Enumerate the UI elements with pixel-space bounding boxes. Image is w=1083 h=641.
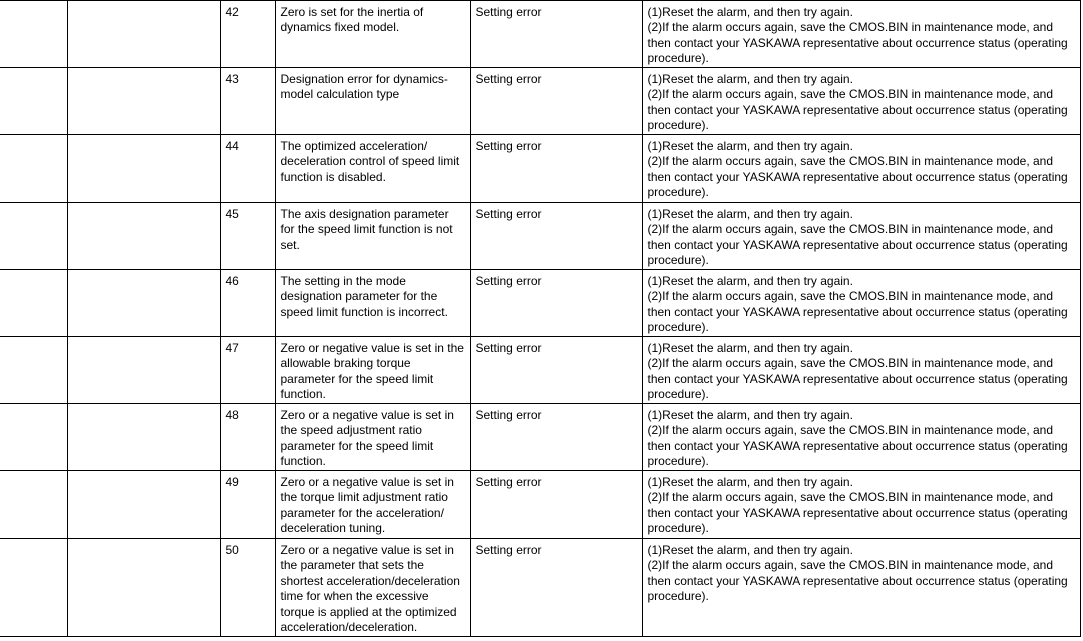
- remedy-step-1: (1)Reset the alarm, and then try again.: [647, 408, 853, 422]
- empty-cell: [0, 404, 67, 471]
- error-type-cell: Setting error: [470, 270, 642, 337]
- table-row: [0, 203, 1080, 270]
- remedy-step-2: (2)If the alarm occurs again, save the CMOS.BIN in maintenance mode, and then contact your YASKAWA representative about occurrence status (operating procedure).: [647, 558, 1068, 604]
- sub-code-cell: 48: [220, 404, 275, 471]
- sub-code-cell: 46: [220, 270, 275, 337]
- empty-cell: [0, 203, 67, 270]
- remedy-cell: [642, 337, 1080, 404]
- remedy-step-1: (1)Reset the alarm, and then try again.: [647, 207, 853, 221]
- table-row: [0, 1, 1080, 68]
- remedy-step-2: (2)If the alarm occurs again, save the CMOS.BIN in maintenance mode, and then contact your YASKAWA representative about occurrence status (operating procedure).: [647, 356, 1068, 402]
- empty-cell: [67, 68, 220, 135]
- empty-cell: [67, 539, 220, 637]
- table-row: [0, 68, 1080, 135]
- sub-code-cell: 44: [220, 135, 275, 203]
- remedy-step-2: (2)If the alarm occurs again, save the CMOS.BIN in maintenance mode, and then contact your YASKAWA representative about occurrence status (operating procedure).: [647, 423, 1068, 469]
- empty-cell: [0, 539, 67, 637]
- cause-cell: Zero is set for the inertia of dynamics fixed model.: [275, 1, 470, 68]
- cause-cell: The setting in the mode designation parameter for the speed limit function is incorrect.: [275, 270, 470, 337]
- sub-code-cell: 47: [220, 337, 275, 404]
- remedy-step-1: (1)Reset the alarm, and then try again.: [647, 5, 853, 19]
- table-row: [0, 270, 1080, 337]
- cause-cell: The optimized acceleration/ deceleration control of speed limit function is disabled.: [275, 135, 470, 203]
- remedy-step-2: (2)If the alarm occurs again, save the CMOS.BIN in maintenance mode, and then contact your YASKAWA representative about occurrence status (operating procedure).: [647, 154, 1068, 200]
- remedy-step-2: (2)If the alarm occurs again, save the CMOS.BIN in maintenance mode, and then contact your YASKAWA representative about occurrence status (operating procedure).: [647, 289, 1068, 335]
- empty-cell: [0, 471, 67, 539]
- table-row: [0, 404, 1080, 471]
- table-row: [0, 471, 1080, 539]
- remedy-step-1: (1)Reset the alarm, and then try again.: [647, 475, 853, 489]
- sub-code-cell: 42: [220, 1, 275, 68]
- sub-code-cell: 43: [220, 68, 275, 135]
- empty-cell: [67, 404, 220, 471]
- remedy-cell: [642, 539, 1080, 637]
- cause-cell: The axis designation parameter for the speed limit function is not set.: [275, 203, 470, 270]
- remedy-step-1: (1)Reset the alarm, and then try again.: [647, 72, 853, 86]
- cause-cell: Zero or a negative value is set in the parameter that sets the shortest acceleration/deceleration time for when the excessive torque is applied at the optimized acceleration/deceleration.: [275, 539, 470, 637]
- error-type-cell: Setting error: [470, 135, 642, 203]
- empty-cell: [67, 471, 220, 539]
- empty-cell: [67, 1, 220, 68]
- sub-code-cell: 45: [220, 203, 275, 270]
- empty-cell: [0, 337, 67, 404]
- error-type-cell: Setting error: [470, 471, 642, 539]
- empty-cell: [0, 135, 67, 203]
- remedy-step-1: (1)Reset the alarm, and then try again.: [647, 274, 853, 288]
- empty-cell: [67, 135, 220, 203]
- remedy-step-2: (2)If the alarm occurs again, save the CMOS.BIN in maintenance mode, and then contact your YASKAWA representative about occurrence status (operating procedure).: [647, 490, 1068, 536]
- cause-cell: Zero or a negative value is set in the torque limit adjustment ratio parameter for the acceleration/ deceleration tuning.: [275, 471, 470, 539]
- error-type-cell: Setting error: [470, 539, 642, 637]
- empty-cell: [0, 270, 67, 337]
- empty-cell: [0, 1, 67, 68]
- empty-cell: [0, 68, 67, 135]
- error-type-cell: Setting error: [470, 203, 642, 270]
- remedy-cell: [642, 471, 1080, 539]
- remedy-cell: [642, 68, 1080, 135]
- cause-cell: Designation error for dynamics-model calculation type: [275, 68, 470, 135]
- remedy-step-1: (1)Reset the alarm, and then try again.: [647, 543, 853, 557]
- remedy-cell: [642, 203, 1080, 270]
- remedy-step-2: (2)If the alarm occurs again, save the CMOS.BIN in maintenance mode, and then contact your YASKAWA representative about occurrence status (operating procedure).: [647, 222, 1068, 268]
- empty-cell: [67, 337, 220, 404]
- cause-cell: Zero or negative value is set in the allowable braking torque parameter for the speed limit function.: [275, 337, 470, 404]
- remedy-cell: [642, 1, 1080, 68]
- remedy-step-1: (1)Reset the alarm, and then try again.: [647, 139, 853, 153]
- error-type-cell: Setting error: [470, 68, 642, 135]
- cause-cell: Zero or a negative value is set in the speed adjustment ratio parameter for the speed limit function.: [275, 404, 470, 471]
- alarm-table-body: [0, 1, 1080, 637]
- empty-cell: [67, 270, 220, 337]
- table-row: [0, 337, 1080, 404]
- remedy-cell: [642, 270, 1080, 337]
- error-type-cell: Setting error: [470, 404, 642, 471]
- error-type-cell: Setting error: [470, 337, 642, 404]
- remedy-step-2: (2)If the alarm occurs again, save the CMOS.BIN in maintenance mode, and then contact your YASKAWA representative about occurrence status (operating procedure).: [647, 20, 1068, 66]
- table-row: [0, 539, 1080, 637]
- table-row: [0, 135, 1080, 203]
- sub-code-cell: 50: [220, 539, 275, 637]
- remedy-cell: [642, 404, 1080, 471]
- error-type-cell: Setting error: [470, 1, 642, 68]
- sub-code-cell: 49: [220, 471, 275, 539]
- remedy-step-1: (1)Reset the alarm, and then try again.: [647, 341, 853, 355]
- remedy-step-2: (2)If the alarm occurs again, save the CMOS.BIN in maintenance mode, and then contact your YASKAWA representative about occurrence status (operating procedure).: [647, 87, 1068, 133]
- remedy-cell: [642, 135, 1080, 203]
- empty-cell: [67, 203, 220, 270]
